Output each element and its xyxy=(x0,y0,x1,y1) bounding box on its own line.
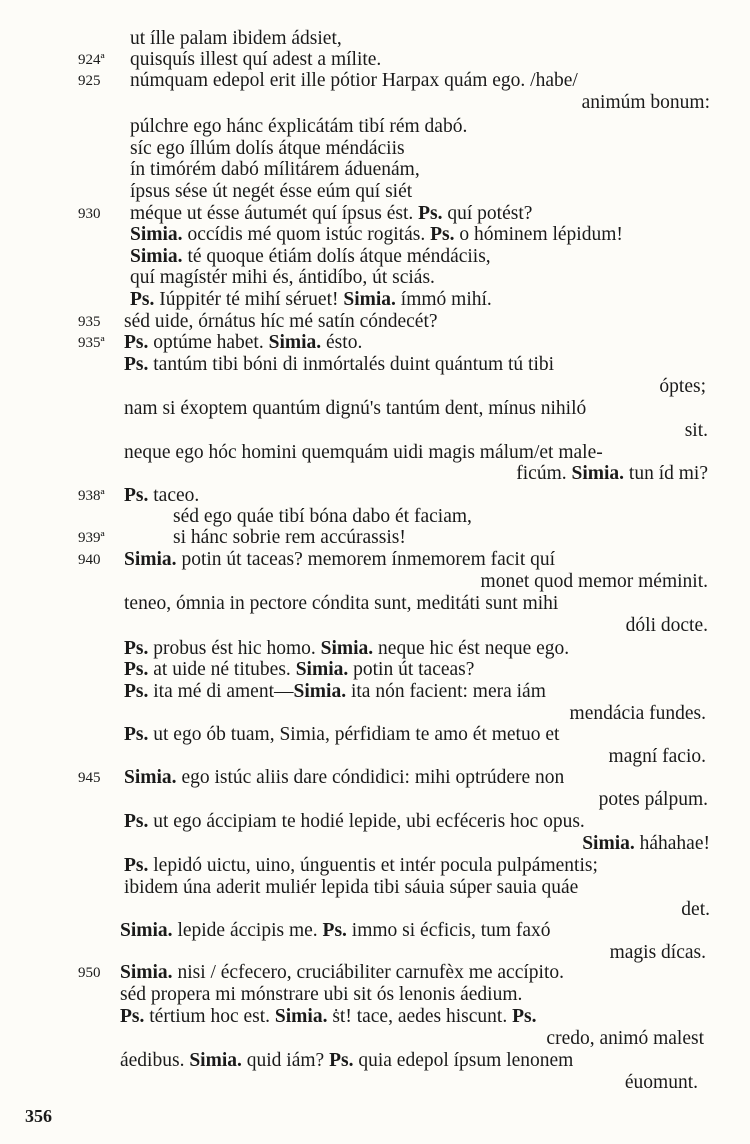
speaker-label: Simia. xyxy=(295,659,349,680)
verse-line: Ps. ita mé di ament—Simia. ita nón facient: mera iám xyxy=(124,681,546,702)
line-number: 924ª xyxy=(78,52,105,68)
speaker-label: Ps. xyxy=(124,485,149,506)
speaker-label: Simia. xyxy=(274,1006,328,1027)
speaker-label: Ps. xyxy=(418,203,443,224)
verse-line: púlchre ego hánc éxplicátám tibí rém dabó. xyxy=(130,116,468,137)
verse-line: Ps. at uide né titubes. Simia. potin út taceas? xyxy=(124,659,475,680)
line-number: 935 xyxy=(78,314,101,330)
speaker-label: Simia. xyxy=(124,767,177,788)
speaker-label: Simia. xyxy=(130,246,183,267)
speaker-label: Ps. xyxy=(329,1050,354,1071)
verse-line: Ps. tantúm tibi bóni di inmórtalés duint quántum tú tibi xyxy=(124,354,555,375)
speaker-label: Simia. xyxy=(293,681,347,702)
verse-line: Ps. ut ego ób tuam, Simia, pérfidiam te amo ét metuo et xyxy=(124,724,560,745)
line-number: 939ª xyxy=(78,530,105,546)
verse-line: Ps. optúme habet. Simia. ésto. xyxy=(124,332,363,353)
line-number: 938ª xyxy=(78,488,105,504)
speaker-label: Ps. xyxy=(124,638,149,659)
speaker-label: Ps. xyxy=(130,289,155,310)
verse-line: magis dícas. xyxy=(609,942,706,963)
line-number: 925 xyxy=(78,73,101,89)
verse-line: Ps. taceo. xyxy=(124,485,200,506)
speaker-label: Simia. xyxy=(120,920,173,941)
verse-line: séd uide, órnátus híc mé satín cóndecét? xyxy=(124,311,438,332)
speaker-label: Simia. xyxy=(268,332,322,353)
verse-line: ín timórém dabó mílitárem áduenám, xyxy=(130,159,420,180)
verse-line: potes pálpum. xyxy=(598,789,708,810)
speaker-label: Ps. xyxy=(124,659,149,680)
line-number: 945 xyxy=(78,770,101,786)
speaker-label: Simia. xyxy=(189,1050,242,1071)
verse-line: ut ílle palam ibidem ádsiet, xyxy=(130,28,342,49)
verse-line: nam si éxoptem quantúm dignú's tantúm dent, mínus nihiló xyxy=(124,398,587,419)
speaker-label: Ps. xyxy=(430,224,455,245)
speaker-label: Simia. xyxy=(582,833,635,854)
verse-line: Ps. probus ést hic homo. Simia. neque hic ést neque ego. xyxy=(124,638,570,659)
speaker-label: Simia. xyxy=(130,224,183,245)
verse-line: sit. xyxy=(684,420,708,441)
verse-line: dóli docte. xyxy=(625,615,708,636)
line-number: 950 xyxy=(78,965,101,981)
verse-line: áedibus. Simia. quid iám? Ps. quia edepol ípsum lenonem xyxy=(120,1050,574,1071)
verse-line: síc ego íllúm dolís átque méndáciis xyxy=(130,138,405,159)
speaker-label: Simia. xyxy=(571,463,625,484)
verse-line: ibidem úna aderit muliér lepida tibi sáuia súper sauia quáe xyxy=(124,877,579,898)
speaker-label: Ps. xyxy=(512,1006,537,1027)
speaker-label: Ps. xyxy=(124,855,149,876)
speaker-label: Ps. xyxy=(124,354,149,375)
speaker-label: Ps. xyxy=(124,332,149,353)
verse-line: Simia. nisi / écfecero, cruciábiliter carnufèx me accípito. xyxy=(120,962,564,983)
speaker-label: Ps. xyxy=(124,811,149,832)
verse-line: neque ego hóc homini quemquám uidi magis málum/et male- xyxy=(124,442,603,463)
verse-line: Simia. potin út taceas? memorem ínmemorem facit quí xyxy=(124,549,556,570)
speaker-label: Ps. xyxy=(124,724,149,745)
line-number: 930 xyxy=(78,206,101,222)
verse-line: teneo, ómnia in pectore cóndita sunt, meditáti sunt mihi xyxy=(124,593,559,614)
speaker-label: Simia. xyxy=(124,549,177,570)
verse-line: Simia. lepide áccipis me. Ps. immo si écficis, tum faxó xyxy=(120,920,551,941)
verse-line: séd propera mi mónstrare ubi sit ós lenonis áedium. xyxy=(120,984,523,1005)
speaker-label: Simia. xyxy=(120,962,173,983)
line-number: 940 xyxy=(78,552,101,568)
verse-line: det. xyxy=(681,899,710,920)
verse-line: credo, animó malest xyxy=(546,1028,704,1049)
speaker-label: Ps. xyxy=(322,920,347,941)
verse-line: Simia. ego istúc aliis dare cóndidici: mihi optrúdere non xyxy=(124,767,565,788)
verse-line: Simia. té quoque étiám dolís átque méndáciis, xyxy=(130,246,491,267)
speaker-label: Simia. xyxy=(320,638,374,659)
verse-line: Simia. háhahae! xyxy=(582,833,710,854)
speaker-label: Ps. xyxy=(120,1006,145,1027)
verse-line: óptes; xyxy=(659,376,706,397)
verse-line: magní facio. xyxy=(608,746,706,767)
verse-line: Ps. ut ego áccipiam te hodié lepide, ubi ecféceris hoc opus. xyxy=(124,811,585,832)
verse-line: Ps. Iúppitér té mihí séruet! Simia. ímmó mihí. xyxy=(130,289,492,310)
verse-line: Ps. tértium hoc est. Simia. ṡt! tace, aedes hiscunt. Ps. xyxy=(120,1006,537,1027)
verse-line: númquam edepol erit ille pótior Harpax quám ego. /habe/ xyxy=(130,70,578,91)
verse-line: ípsus sése út negét ésse eúm quí siét xyxy=(130,181,413,202)
verse-line: quí magístér mihi és, ántidíbo, út sciás. xyxy=(130,267,435,288)
verse-line: séd ego quáe tibí bóna dabo ét faciam, xyxy=(173,506,472,527)
page-number: 356 xyxy=(25,1106,52,1126)
speaker-label: Simia. xyxy=(343,289,396,310)
verse-line: éuomunt. xyxy=(624,1072,698,1093)
line-number: 935ª xyxy=(78,335,105,351)
verse-line: Simia. occídis mé quom istúc rogitás. Ps. o hóminem lépidum! xyxy=(130,224,623,245)
speaker-label: Ps. xyxy=(124,681,149,702)
verse-line: ficúm. Simia. tun íd mi? xyxy=(516,463,708,484)
verse-line: mendácia fundes. xyxy=(569,703,706,724)
verse-line: Ps. lepidó uictu, uino, únguentis et intér pocula pulpámentis; xyxy=(124,855,598,876)
verse-line: monet quod memor méminit. xyxy=(480,571,708,592)
verse-line: quisquís illest quí adest a mílite. xyxy=(130,49,382,70)
verse-line: animúm bonum: xyxy=(581,92,710,113)
verse-line: si hánc sobrie rem accúrassis! xyxy=(173,527,406,548)
verse-line: méque ut ésse áutumét quí ípsus ést. Ps. quí potést? xyxy=(130,203,533,224)
